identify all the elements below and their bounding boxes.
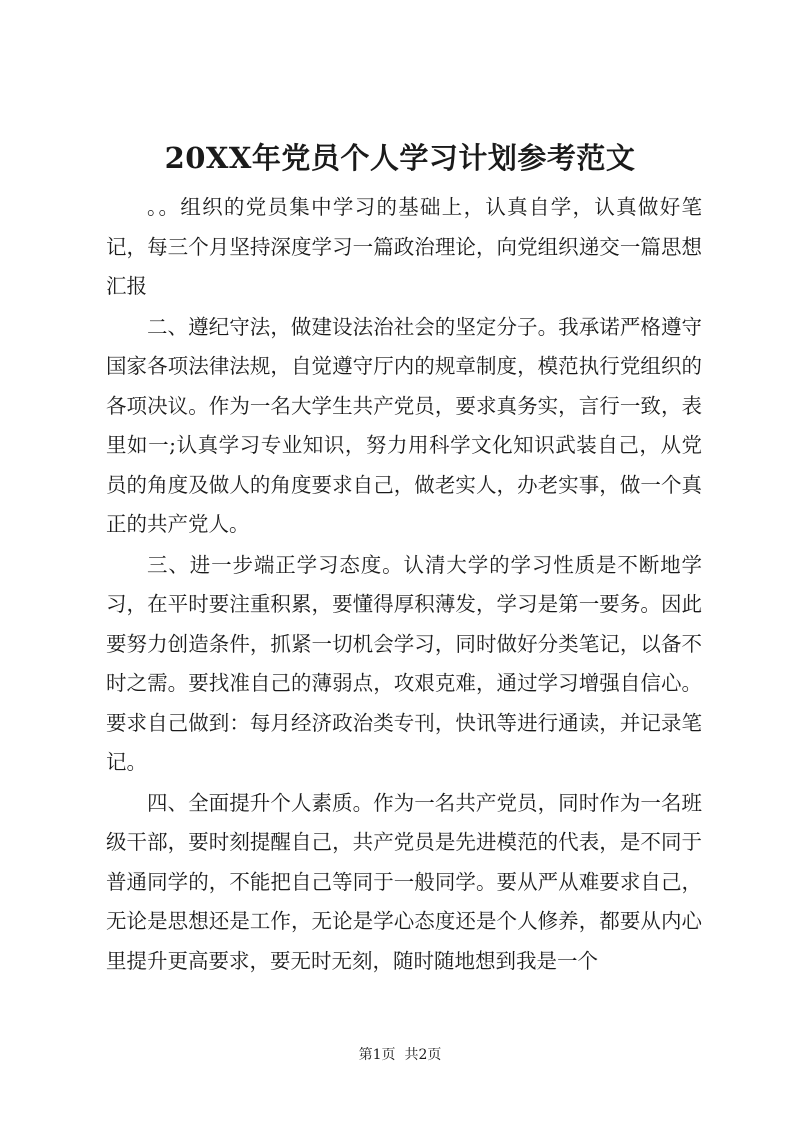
- paragraph: 四、全面提升个人素质。作为一名共产党员，同时作为一名班级干部，要时刻提醒自己，共产党员是先进模范的代表，是不同于普通同学的，不能把自己等同于一般同学。要从严从难要求自己，无论是思想还是工作，无论是学心态度还是个人修养，都要从内心里提升更高要求，要无时无刻，随时随地想到我是一个: [106, 790, 702, 973]
- paragraph: 二、遵纪守法，做建设法治社会的坚定分子。我承诺严格遵守国家各项法律法规，自觉遵守厅内的规章制度，模范执行党组织的各项决议。作为一名大学生共产党员，要求真务实，言行一致，表里如一;认真学习专业知识，努力用科学文化知识武装自己，从党员的角度及做人的角度要求自己，做老实人，办老实事，做一个真正的共产党人。: [106, 314, 702, 536]
- paragraph: 三、进一步端正学习态度。认清大学的学习性质是不断地学习，在平时要注重积累，要懂得厚积薄发，学习是第一要务。因此要努力创造条件，抓紧一切机会学习，同时做好分类笔记，以备不时之需。要找准自己的薄弱点，攻艰克难，通过学习增强自信心。要求自己做到：每月经济政治类专刊，快讯等进行通读，并记录笔记。: [106, 552, 702, 774]
- document-body: [106, 188, 702, 982]
- document-title: 20XX年党员个人学习计划参考范文: [164, 141, 636, 175]
- paragraph: 。。组织的党员集中学习的基础上，认真自学，认真做好笔记，每三个月坚持深度学习一篇政治理论，向党组织递交一篇思想汇报: [106, 195, 702, 298]
- page-number: 第1页 共2页: [358, 1047, 442, 1063]
- page-footer: [0, 1045, 800, 1065]
